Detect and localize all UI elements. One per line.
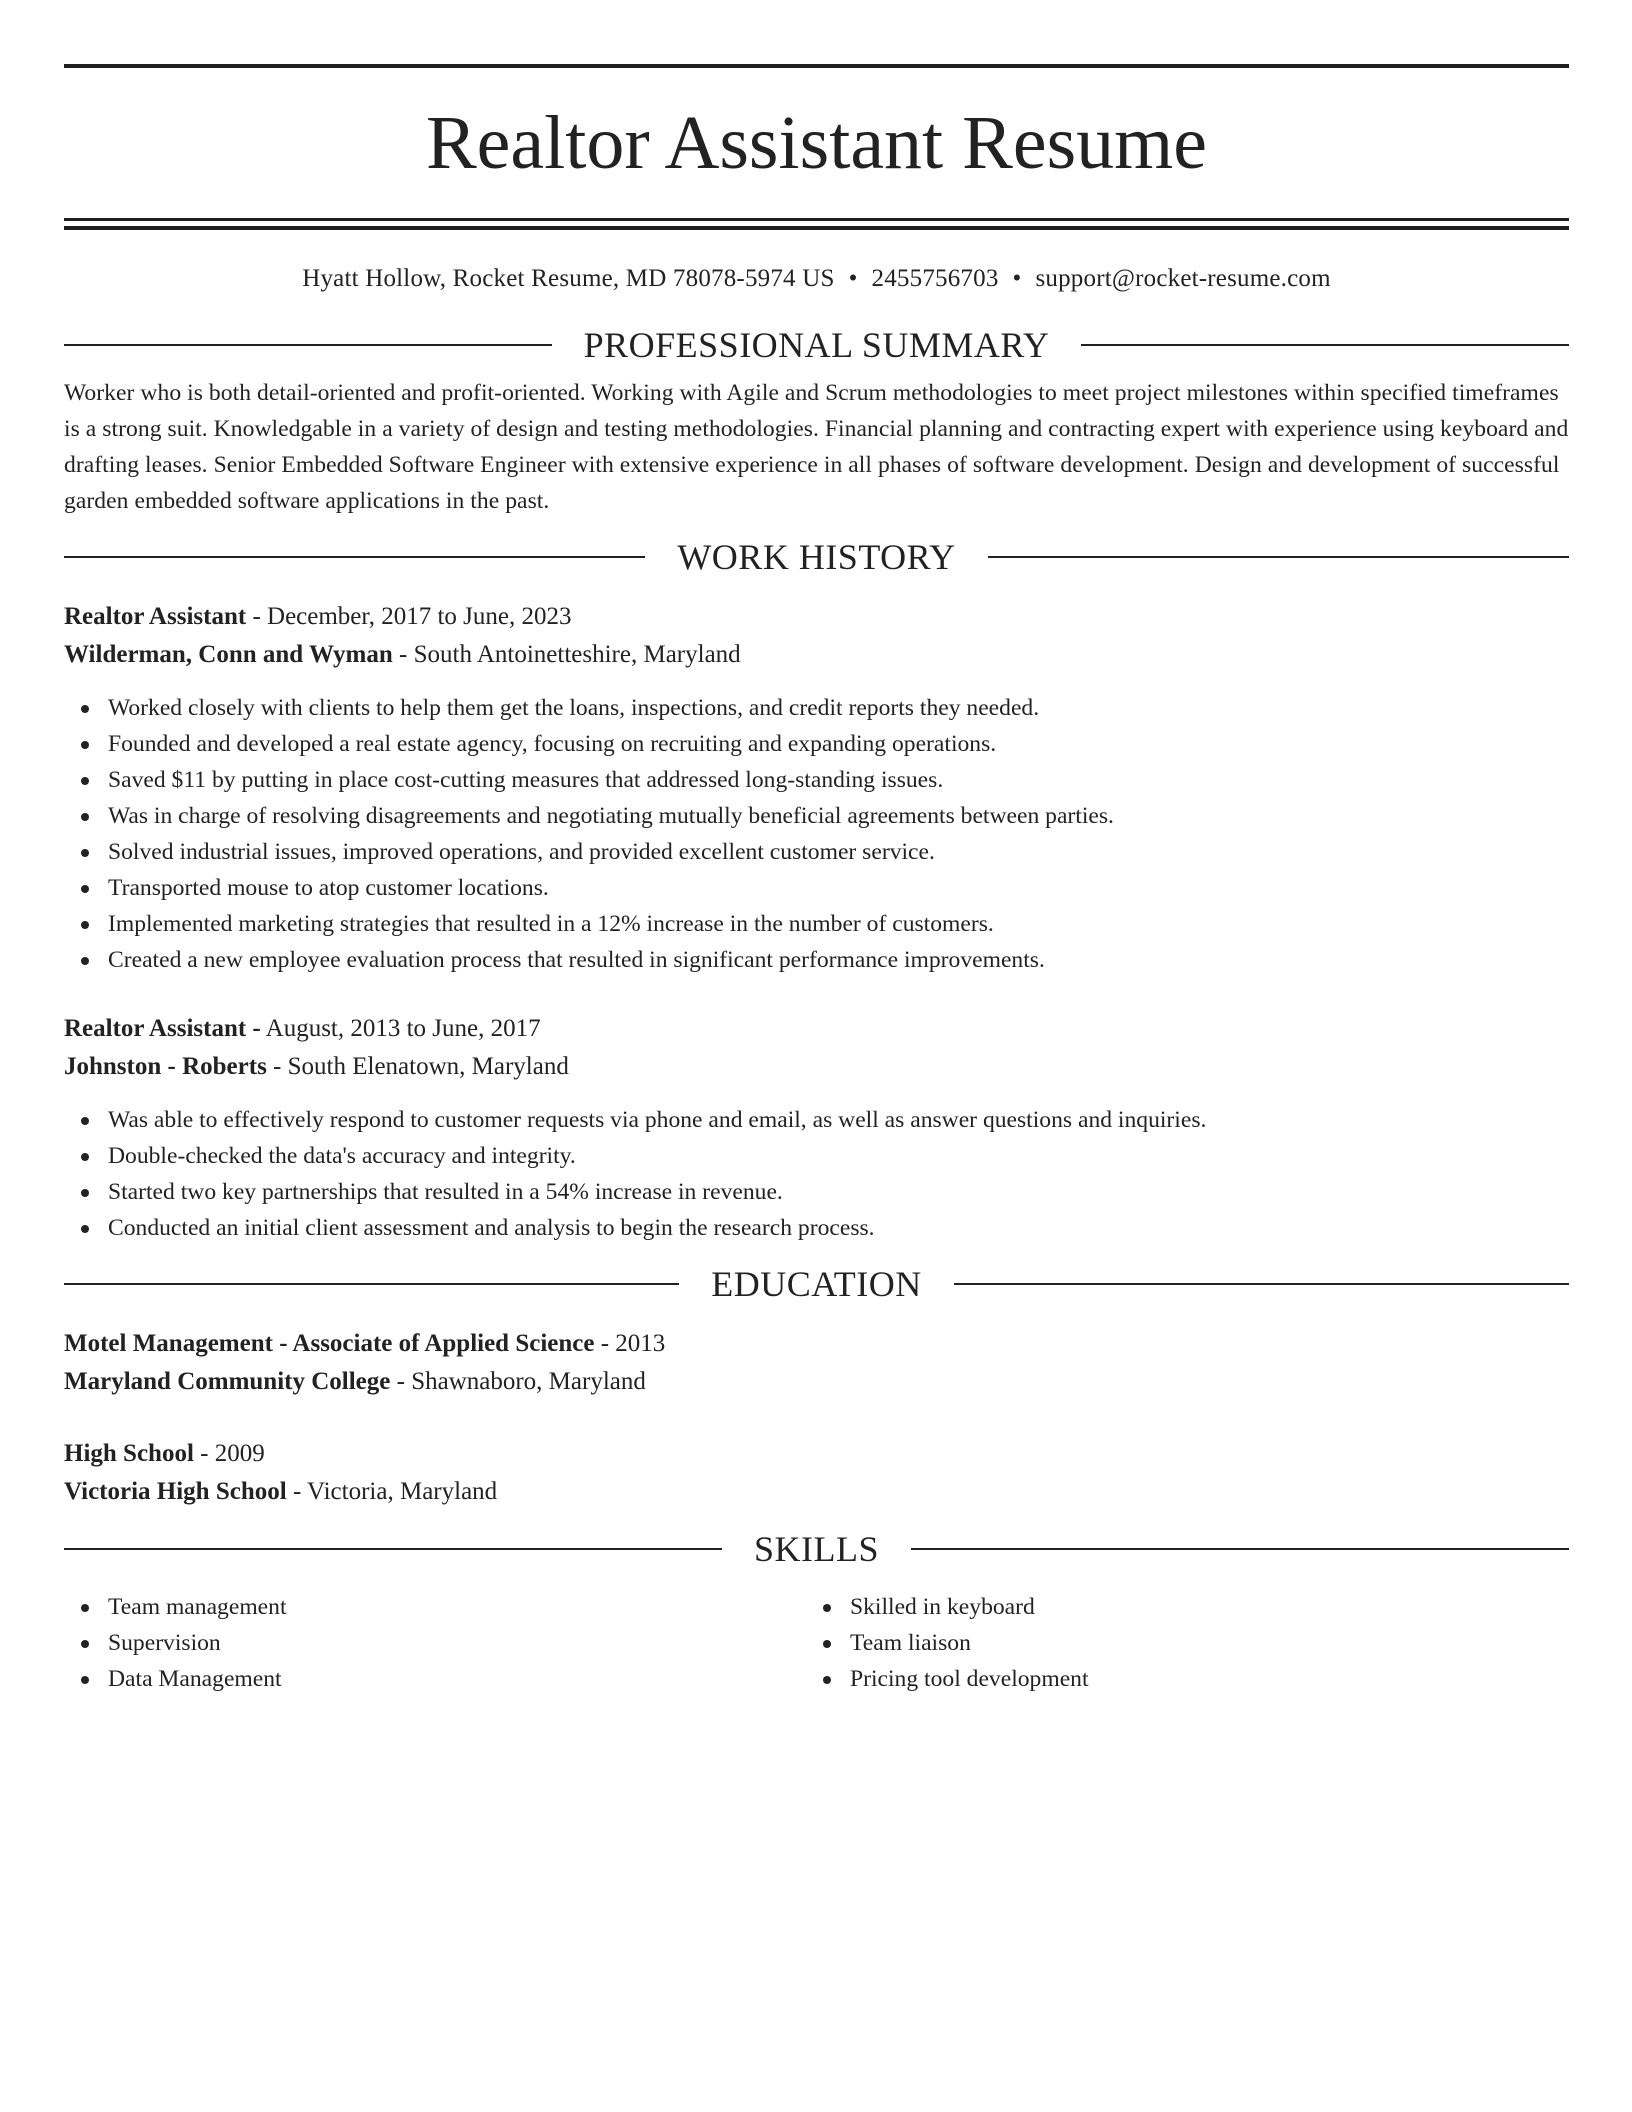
divider-line xyxy=(64,344,552,346)
education-section-title: EDUCATION xyxy=(711,1264,922,1304)
resume-title: Realtor Assistant Resume xyxy=(425,101,1208,185)
list-item: Team liaison xyxy=(806,1625,1548,1661)
education-section-header xyxy=(64,1264,1569,1304)
job-title-line xyxy=(64,598,1569,636)
job-dates: - December, 2017 to June, 2023 xyxy=(246,603,572,630)
divider-line xyxy=(64,556,645,558)
resume-page xyxy=(64,64,1569,1697)
job-company-line xyxy=(64,1048,1569,1086)
education-school-line xyxy=(64,1363,1569,1401)
job-dates: August, 2013 to June, 2017 xyxy=(260,1015,541,1042)
list-item: Was in charge of resolving disagreements and negotiating mutually beneficial agreements between parties. xyxy=(64,798,1569,834)
list-item: Transported mouse to atop customer locations. xyxy=(64,870,1569,906)
job-title: Realtor Assistant xyxy=(64,603,247,630)
list-item: Skilled in keyboard xyxy=(806,1589,1548,1625)
education-school: Victoria High School xyxy=(64,1478,287,1505)
list-item: Solved industrial issues, improved operations, and provided excellent customer service. xyxy=(64,834,1569,870)
list-item: Started two key partnerships that resulted in a 54% increase in revenue. xyxy=(64,1174,1569,1210)
list-item: Team management xyxy=(64,1589,806,1625)
list-item: Founded and developed a real estate agency, focusing on recruiting and expanding operations. xyxy=(64,726,1569,762)
summary-section-header xyxy=(64,325,1569,365)
divider-line xyxy=(64,1283,679,1285)
skills-section-header xyxy=(64,1529,1569,1569)
divider-line xyxy=(954,1283,1569,1285)
list-item: Supervision xyxy=(64,1625,806,1661)
list-item: Worked closely with clients to help them get the loans, inspections, and credit reports they needed. xyxy=(64,690,1569,726)
list-item: Pricing tool development xyxy=(806,1661,1548,1697)
education-degree-line xyxy=(64,1325,1569,1363)
education-year: - 2013 xyxy=(594,1330,666,1357)
list-item: Conducted an initial client assessment and analysis to begin the research process. xyxy=(64,1210,1569,1246)
job-title: Realtor Assistant - xyxy=(64,1015,261,1042)
divider-line xyxy=(1081,344,1569,346)
education-location: - Victoria, Maryland xyxy=(286,1478,498,1505)
list-item: Implemented marketing strategies that resulted in a 12% increase in the number of customers. xyxy=(64,906,1569,942)
contact-phone: 2455756703 xyxy=(871,265,999,292)
contact-address: Hyatt Hollow, Rocket Resume, MD 78078-5974 US xyxy=(302,265,835,292)
job-location: - South Elenatown, Maryland xyxy=(266,1053,569,1080)
divider-line xyxy=(911,1548,1569,1550)
job-title-line xyxy=(64,1010,1569,1048)
contact-email: support@rocket-resume.com xyxy=(1035,265,1331,292)
list-item: Double-checked the data's accuracy and integrity. xyxy=(64,1138,1569,1174)
job-bullets xyxy=(64,690,1569,978)
skills-list-left xyxy=(64,1589,806,1697)
work-section-title: WORK HISTORY xyxy=(677,537,956,577)
education-entry xyxy=(64,1435,1569,1511)
education-location: - Shawnaboro, Maryland xyxy=(390,1368,646,1395)
summary-section-title: PROFESSIONAL SUMMARY xyxy=(583,325,1050,365)
education-school: Maryland Community College xyxy=(64,1368,391,1395)
job-company-line xyxy=(64,636,1569,674)
divider-line xyxy=(64,1548,722,1550)
list-item: Created a new employee evaluation process that resulted in significant performance improvements. xyxy=(64,942,1569,978)
job-entry xyxy=(64,1010,1569,1246)
contact-line xyxy=(64,264,1569,294)
summary-text: Worker who is both detail-oriented and profit-oriented. Working with Agile and Scrum methodologies to meet project milestones within specified timeframes is a strong suit. Knowledgable in a variety of design and testing methodologies. Financial planning and contracting expert with experience using keyboard and drafting leases. Senior Embedded Software Engineer with extensive experience in all phases of software development. Design and development of successful garden embedded software applications in the past. xyxy=(64,380,1569,514)
education-degree-line xyxy=(64,1435,1569,1473)
skills-columns xyxy=(64,1589,1569,1697)
title-double-rule xyxy=(64,218,1569,230)
divider-line xyxy=(988,556,1569,558)
list-item: Saved $11 by putting in place cost-cutting measures that addressed long-standing issues. xyxy=(64,762,1569,798)
top-rule xyxy=(64,64,1569,68)
skills-section-title: SKILLS xyxy=(754,1529,880,1569)
contact-separator: • xyxy=(1012,265,1022,292)
skills-list-right xyxy=(806,1589,1548,1697)
list-item: Data Management xyxy=(64,1661,806,1697)
work-section-header xyxy=(64,537,1569,577)
education-school-line xyxy=(64,1473,1569,1511)
contact-separator: • xyxy=(848,265,858,292)
education-year: - 2009 xyxy=(193,1440,265,1467)
job-entry xyxy=(64,598,1569,978)
job-company: Wilderman, Conn and Wyman xyxy=(64,641,393,668)
job-location: - South Antoinetteshire, Maryland xyxy=(392,641,741,668)
education-entry xyxy=(64,1325,1569,1401)
education-degree: Motel Management - Associate of Applied Science xyxy=(64,1330,595,1357)
education-degree: High School xyxy=(64,1440,194,1467)
job-bullets xyxy=(64,1102,1569,1246)
job-company: Johnston - Roberts xyxy=(64,1053,267,1080)
list-item: Was able to effectively respond to customer requests via phone and email, as well as answer questions and inquiries. xyxy=(64,1102,1569,1138)
